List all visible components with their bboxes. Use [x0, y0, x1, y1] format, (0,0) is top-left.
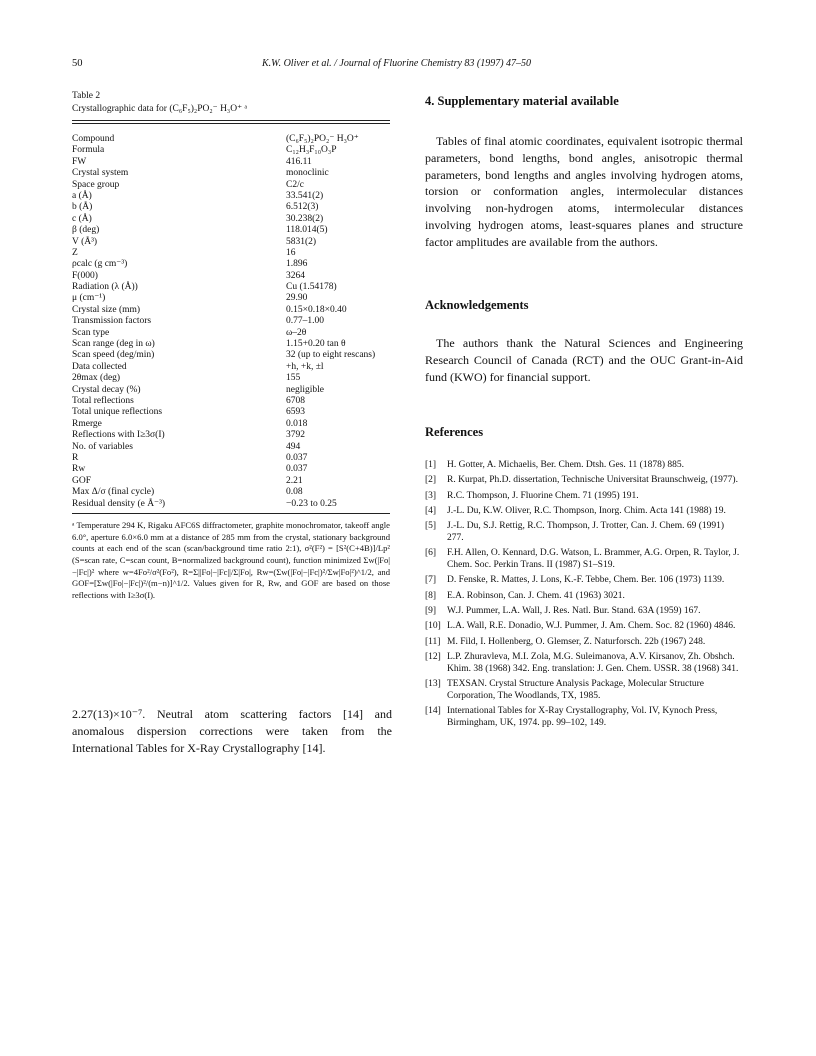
- table-row: [72, 202, 390, 213]
- reference-number: [1]: [425, 460, 437, 470]
- reference-text: L.P. Zhuravleva, M.I. Zola, M.G. Suleimanova, A.V. Kirsanov, Zh. Obshch. Khim. 38 (1968) 342. Eng. translation: J. Gen. Chem. USSR. 38 (1968) 341.: [447, 651, 739, 674]
- table-row: [72, 430, 390, 441]
- row-parameter: Residual density (e Å⁻³): [72, 498, 166, 509]
- row-parameter: GOF: [72, 475, 92, 486]
- acknowledgements-text: The authors thank the Natural Sciences and Engineering Research Council of Canada (RCT) and the OUC Grant-in-Aid fund (KWO) for financial support.: [425, 336, 743, 384]
- table-row: [72, 487, 390, 498]
- row-parameter: b (Å): [72, 202, 93, 213]
- reference-item: [425, 621, 743, 633]
- row-value: 118.014(5): [286, 225, 328, 236]
- reference-number: [8]: [425, 590, 437, 601]
- row-parameter: F(000): [72, 270, 98, 281]
- row-value: 32 (up to eight rescans): [286, 350, 376, 361]
- row-parameter: ρcalc (g cm⁻³): [72, 259, 128, 270]
- row-value: negligible: [286, 384, 324, 395]
- table-top-rule: [72, 120, 390, 121]
- table-row: [72, 157, 390, 168]
- table-row: [72, 350, 390, 361]
- row-value: 5831(2): [286, 236, 317, 247]
- reference-text: H. Gotter, A. Michaelis, Ber. Chem. Dtsh. Ges. 11 (1878) 885.: [447, 460, 685, 470]
- reference-text: D. Fenske, R. Mattes, J. Lons, K.-F. Tebbe, Chem. Ber. 106 (1973) 1139.: [447, 575, 725, 586]
- reference-item: [425, 637, 743, 649]
- table-bottom-rule: [72, 513, 390, 514]
- supplementary-text: Tables of final atomic coordinates, equivalent isotropic thermal parameters, bond lengths, bond angles, anisotropic thermal parameters, bond lengths and angles involving hydrogen atoms, torsion or conformation angles, intermolecular distances involving non-hydrogen atoms, intermolecular distances involving hydrogen atoms, least-squares planes and structure factor amplitudes are available from the authors.: [425, 134, 743, 249]
- reference-number: [7]: [425, 575, 437, 586]
- page-number: 50: [72, 58, 83, 69]
- reference-text: R.C. Thompson, J. Fluorine Chem. 71 (1995) 191.: [447, 490, 639, 501]
- table-row: [72, 362, 390, 373]
- table-row: [72, 339, 390, 350]
- table-row: [72, 442, 390, 453]
- table-label: Table 2: [72, 91, 101, 101]
- row-parameter: Scan range (deg in ω): [72, 339, 155, 350]
- table-row: [72, 237, 390, 248]
- table-row: [72, 168, 390, 179]
- row-value: 0.037: [286, 464, 308, 475]
- row-parameter: μ (cm⁻¹): [72, 293, 106, 304]
- row-value: 6708: [286, 395, 305, 406]
- acknowledgements-heading: Acknowledgements: [425, 298, 529, 312]
- row-parameter: Crystal system: [72, 168, 129, 179]
- table-row: [72, 419, 390, 430]
- table-row: [72, 328, 390, 339]
- row-parameter: 2θmax (deg): [72, 373, 121, 384]
- row-parameter: a (Å): [72, 190, 92, 201]
- references-heading: References: [425, 425, 484, 439]
- row-value: 16: [286, 247, 296, 258]
- reference-item: [425, 506, 743, 518]
- table-row: [72, 248, 390, 259]
- reference-number: [10]: [425, 621, 441, 632]
- row-parameter: Compound: [72, 134, 115, 144]
- table-row: [72, 259, 390, 270]
- reference-item: [425, 679, 743, 703]
- reference-item: [425, 575, 743, 587]
- table-row: [72, 385, 390, 396]
- row-parameter: Scan type: [72, 327, 110, 338]
- row-value: C2/c: [286, 179, 304, 190]
- reference-number: [13]: [425, 678, 441, 689]
- supplementary-section: [425, 94, 743, 251]
- reference-text: R. Kurpat, Ph.D. dissertation, Technische Universitat Braunschweig, (1977).: [447, 475, 738, 486]
- reference-number: [14]: [425, 706, 441, 717]
- row-value: 33.541(2): [286, 190, 324, 201]
- table-row: [72, 134, 390, 145]
- table-row: [72, 407, 390, 418]
- reference-number: [5]: [425, 521, 437, 532]
- row-value: 416.11: [286, 156, 312, 167]
- table-row: [72, 316, 390, 327]
- row-parameter: Radiation (λ (Å)): [72, 282, 138, 293]
- running-head: K.W. Oliver et al. / Journal of Fluorine Chemistry 83 (1997) 47–50: [262, 58, 532, 69]
- table-body: [72, 134, 390, 510]
- table-row: [72, 396, 390, 407]
- row-value: 494: [286, 441, 301, 452]
- row-value: Cu (1.54178): [286, 282, 337, 293]
- reference-item: [425, 491, 743, 503]
- reference-item: [425, 521, 743, 545]
- table-row: [72, 225, 390, 236]
- acknowledgements-section: [425, 298, 743, 385]
- row-value: 29.90: [286, 293, 308, 304]
- row-value: 155: [286, 373, 301, 384]
- row-parameter: R: [72, 452, 79, 463]
- table-footnote: ᵃ Temperature 294 K, Rigaku AFC6S diffractometer, graphite monochromator, takeoff angle 6.0°, aperture 6.0×6.0 mm at a distance of 285 mm from the crystal, stationary background counts at each end of the scan (scan/background time ratio 2:1), σ²(F²) = [S²(C+4B)]/Lp² (S=scan rate, C=scan count, B=normalized background count), function minimized Σw(|Fo|−|Fc|)² where w=4Fo²/σ²(Fo²), R=Σ||Fo|−|Fc||/Σ|Fo|, Rw=(Σw(|Fo|−|Fc|)²/Σw|Fo|²)^1/2, and GOF=[Σw(|Fo|−|Fc|)²/(m−n)]^1/2. Values given for R, Rw, and GOF are based on those reflections with I≥3σ(I).: [72, 519, 390, 601]
- reference-item: [425, 652, 743, 676]
- row-parameter: No. of variables: [72, 441, 133, 452]
- reference-number: [9]: [425, 605, 437, 616]
- row-value: 1.896: [286, 259, 308, 270]
- row-parameter: Data collected: [72, 361, 127, 372]
- reference-item: [425, 591, 743, 603]
- reference-number: [2]: [425, 475, 437, 486]
- row-value: 2.21: [286, 475, 303, 486]
- table-row: [72, 214, 390, 225]
- table-row: [72, 453, 390, 464]
- reference-text: L.A. Wall, R.E. Donadio, W.J. Pummer, J. Am. Chem. Soc. 82 (1960) 4846.: [447, 621, 736, 632]
- body-text-continuation: 2.27(13)×10⁻⁷. Neutral atom scattering factors [14] and anomalous dispersion corrections were taken from the International Tables for X-Ray Crystallography [14].: [72, 707, 392, 755]
- references-section: [425, 425, 743, 733]
- row-parameter: Total unique reflections: [72, 407, 163, 418]
- table-row: [72, 271, 390, 282]
- row-parameter: Rmerge: [72, 418, 102, 429]
- reference-text: F.H. Allen, O. Kennard, D.G. Watson, L. Brammer, A.G. Orpen, R. Taylor, J. Chem. Soc. Perkin Trans. II (1987) S1–S19.: [447, 548, 740, 571]
- reference-item: [425, 475, 743, 487]
- row-value: +h, +k, ±l: [286, 361, 324, 372]
- table-caption: Crystallographic data for (C₆F₅)₂PO₂⁻ H₃O⁺ ᵃ: [72, 104, 248, 114]
- row-parameter: Rw: [72, 464, 86, 475]
- row-value: 0.77–1.00: [286, 316, 324, 327]
- table-row: [72, 373, 390, 384]
- row-value: 0.08: [286, 487, 303, 498]
- reference-text: J.-L. Du, K.W. Oliver, R.C. Thompson, Inorg. Chim. Acta 141 (1988) 19.: [447, 505, 726, 516]
- reference-number: [4]: [425, 505, 437, 516]
- row-value: 3264: [286, 270, 305, 281]
- reference-item: [425, 706, 743, 730]
- row-parameter: Crystal size (mm): [72, 304, 141, 315]
- table-row: [72, 499, 390, 510]
- row-value: 0.018: [286, 418, 308, 429]
- reference-item: [425, 548, 743, 572]
- row-parameter: Transmission factors: [72, 316, 152, 327]
- reference-text: W.J. Pummer, L.A. Wall, J. Res. Natl. Bur. Stand. 63A (1959) 167.: [447, 605, 701, 616]
- table-row: [72, 145, 390, 156]
- row-value: ω–2θ: [286, 327, 307, 338]
- row-value: monoclinic: [286, 168, 329, 179]
- table-row: [72, 293, 390, 304]
- row-parameter: Max Δ/σ (final cycle): [72, 487, 155, 498]
- row-parameter: Space group: [72, 179, 120, 190]
- row-value: 0.15×0.18×0.40: [286, 304, 347, 315]
- table-row: [72, 180, 390, 191]
- reference-text: M. Fild, I. Hollenberg, O. Glemser, Z. Naturforsch. 22b (1967) 248.: [447, 636, 706, 647]
- row-parameter: Scan speed (deg/min): [72, 350, 155, 361]
- table-row: [72, 191, 390, 202]
- reference-item: [425, 606, 743, 618]
- row-value: 6593: [286, 407, 305, 418]
- row-value: 30.238(2): [286, 213, 324, 224]
- supplementary-heading: 4. Supplementary material available: [425, 94, 619, 108]
- row-value: 1.15+0.20 tan θ: [286, 339, 346, 350]
- table-row: [72, 305, 390, 316]
- reference-number: [3]: [425, 490, 437, 501]
- table-row: [72, 476, 390, 487]
- references-list: [425, 460, 743, 730]
- reference-number: [6]: [425, 548, 437, 559]
- row-parameter: Formula: [72, 145, 105, 156]
- reference-number: [11]: [425, 636, 441, 647]
- table-row: [72, 464, 390, 475]
- row-parameter: β (deg): [72, 225, 100, 236]
- row-parameter: Total reflections: [72, 395, 134, 406]
- crystallographic-table: [72, 90, 390, 602]
- row-value: 3792: [286, 430, 305, 441]
- reference-item: [425, 460, 743, 472]
- row-value: −0.23 to 0.25: [286, 498, 337, 509]
- table-row: [72, 282, 390, 293]
- row-value: (C₆F₅)₂PO₂⁻ H₃O⁺: [286, 134, 359, 144]
- row-parameter: Crystal decay (%): [72, 384, 141, 395]
- row-parameter: V (Å³): [72, 236, 98, 247]
- reference-text: International Tables for X-Ray Crystallography, Vol. IV, Kynoch Press, Birmingham, UK, 1974. pp. 99–102, 149.: [447, 706, 718, 728]
- row-value: 0.037: [286, 452, 308, 463]
- row-parameter: FW: [72, 156, 87, 167]
- reference-text: TEXSAN. Crystal Structure Analysis Package, Molecular Structure Corporation, The Woodlands, TX, 1985.: [447, 678, 704, 701]
- row-parameter: Reflections with I≥3σ(I): [72, 430, 165, 441]
- reference-number: [12]: [425, 651, 441, 662]
- row-parameter: c (Å): [72, 213, 92, 224]
- reference-text: E.A. Robinson, Can. J. Chem. 41 (1963) 3021.: [447, 590, 625, 601]
- row-value: C₁₂H₃F₁₀O₃P: [286, 145, 337, 156]
- reference-text: J.-L. Du, S.J. Rettig, R.C. Thompson, J. Trotter, Can. J. Chem. 69 (1991) 277.: [447, 521, 725, 543]
- row-parameter: Z: [72, 247, 78, 258]
- row-value: 6.512(3): [286, 202, 319, 213]
- table-header-rule: [72, 123, 390, 124]
